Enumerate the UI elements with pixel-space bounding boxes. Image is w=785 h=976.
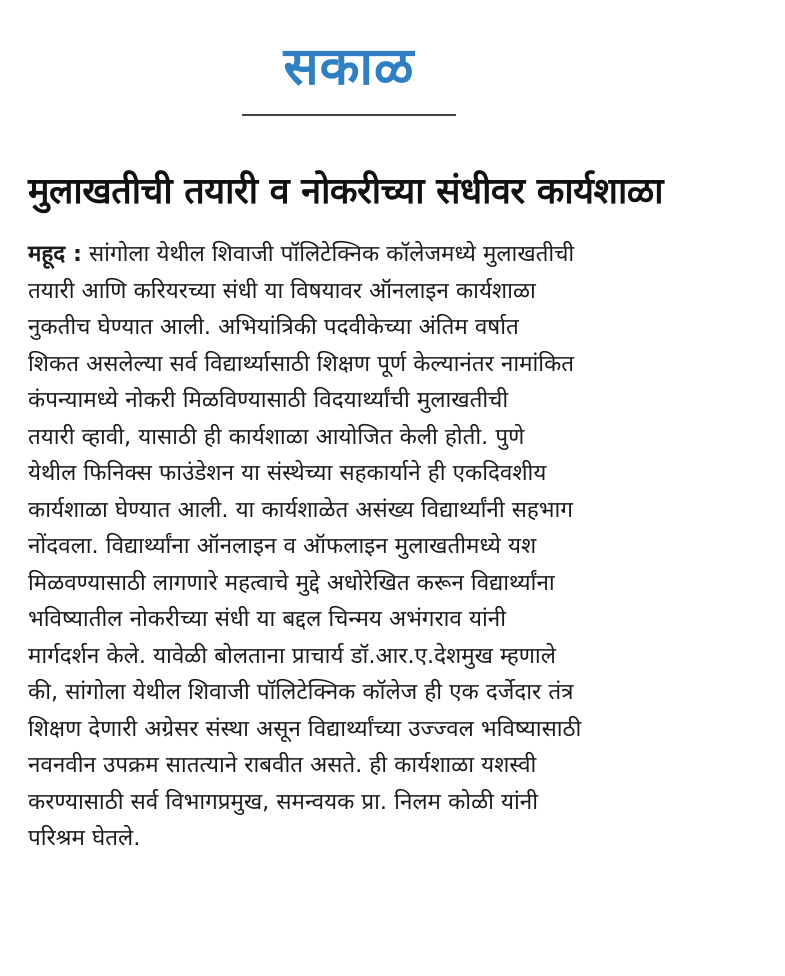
article-line: नोंदवला. विद्यार्थ्यांना ऑनलाइन व ऑफलाइन मुलाखतीमध्ये यश [28,533,537,559]
article-line-1-text: सांगोला येथील शिवाजी पॉलिटेक्निक कॉलेजमध्ये मुलाखतीची [81,241,575,267]
article-line: परिश्रम घेतले. [28,825,141,851]
article-line: नवनवीन उपक्रम सातत्याने राबवीत असते. ही कार्यशाळा यशस्वी [28,752,537,778]
article-line-1 [28,236,768,273]
article-line: तयारी आणि करियरच्या संधी या विषयावर ऑनलाइन कार्यशाळा [28,277,536,304]
article-line: की, सांगोला येथील शिवाजी पॉलिटेक्निक कॉलेज ही एक दर्जेदार तंत्र [28,679,574,705]
dateline: महूद : [28,241,82,267]
article-line: भविष्यातील नोकरीच्या संधी या बद्दल चिन्मय अभंगराव यांनी [28,606,506,632]
article-line: मार्गदर्शन केले. यावेळी बोलताना प्राचार्य डॉ.आर.ए.देशमुख म्हणाले [28,642,556,669]
sakal-logo: सकाळ [283,37,415,97]
article-headline: मुलाखतीची तयारी व नोकरीच्या संधीवर कार्यशाळा [28,171,664,212]
article-line: मिळवण्यासाठी लागणारे महत्वाचे मुद्दे अधोरेखित करून विद्यार्थ्यांना [28,569,555,596]
masthead [240,28,458,118]
article-line: शिकत असलेल्या सर्व विद्यार्थ्यासाठी शिक्षण पूर्ण केल्यानंतर नामांकित [28,350,575,377]
article-line: तयारी व्हावी, यासाठी ही कार्यशाळा आयोजित केली होती. पुणे [28,423,525,450]
article-line: शिक्षण देणारी अग्रेसर संस्था असून विद्यार्थ्यांच्या उज्ज्वल भविष्यासाठी [28,715,582,742]
article-line: येथील फिनिक्स फाउंडेशन या संस्थेच्या सहकार्याने ही एकदिवशीय [28,460,547,486]
article-body [28,236,768,857]
masthead-divider [242,114,456,116]
article-line: कंपन्यामध्ये नोकरी मिळविण्यासाठी विदयार्थ्यांची मुलाखतीची [28,387,509,413]
article-line: नुकतीच घेण्यात आली. अभियांत्रिकी पदवीकेच्या अंतिम वर्षात [28,314,519,340]
article-line: कार्यशाळा घेण्यात आली. या कार्यशाळेत असंख्य विद्यार्थ्यांनी सहभाग [28,496,573,523]
article-line: करण्यासाठी सर्व विभागप्रमुख, समन्वयक प्रा. निलम कोळी यांनी [28,788,539,815]
